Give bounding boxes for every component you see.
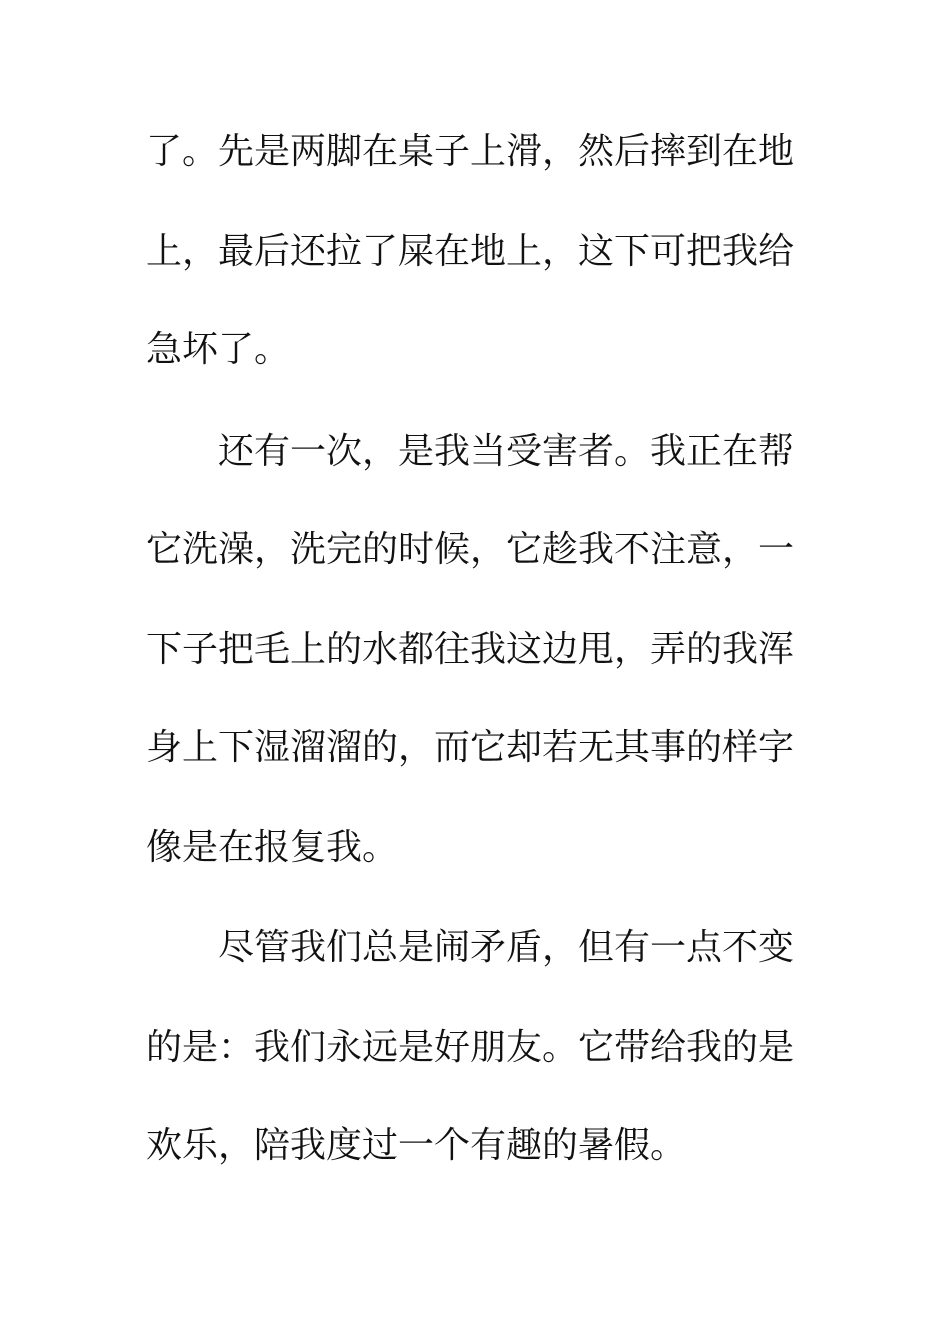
text-line: 像是在报复我。 bbox=[146, 827, 399, 868]
paragraph-start-line: 尽管我们总是闹矛盾，但有一点不变 bbox=[218, 927, 795, 968]
text-line: 急坏了。 bbox=[146, 329, 291, 370]
text-line: 的是：我们永远是好朋友。它带给我的是 bbox=[146, 1027, 795, 1068]
text-line: 它洗澡，洗完的时候，它趁我不注意，一 bbox=[146, 529, 795, 570]
text-line: 身上下湿溜溜的，而它却若无其事的样字 bbox=[146, 727, 795, 768]
text-line: 上，最后还拉了屎在地上，这下可把我给 bbox=[146, 231, 795, 272]
paragraph-start-line: 还有一次，是我当受害者。我正在帮 bbox=[218, 431, 795, 472]
text-line: 下子把毛上的水都往我这边甩，弄的我浑 bbox=[146, 629, 795, 670]
text-line: 欢乐，陪我度过一个有趣的暑假。 bbox=[146, 1125, 687, 1166]
text-line: 了。先是两脚在桌子上滑，然后摔到在地 bbox=[146, 131, 795, 172]
